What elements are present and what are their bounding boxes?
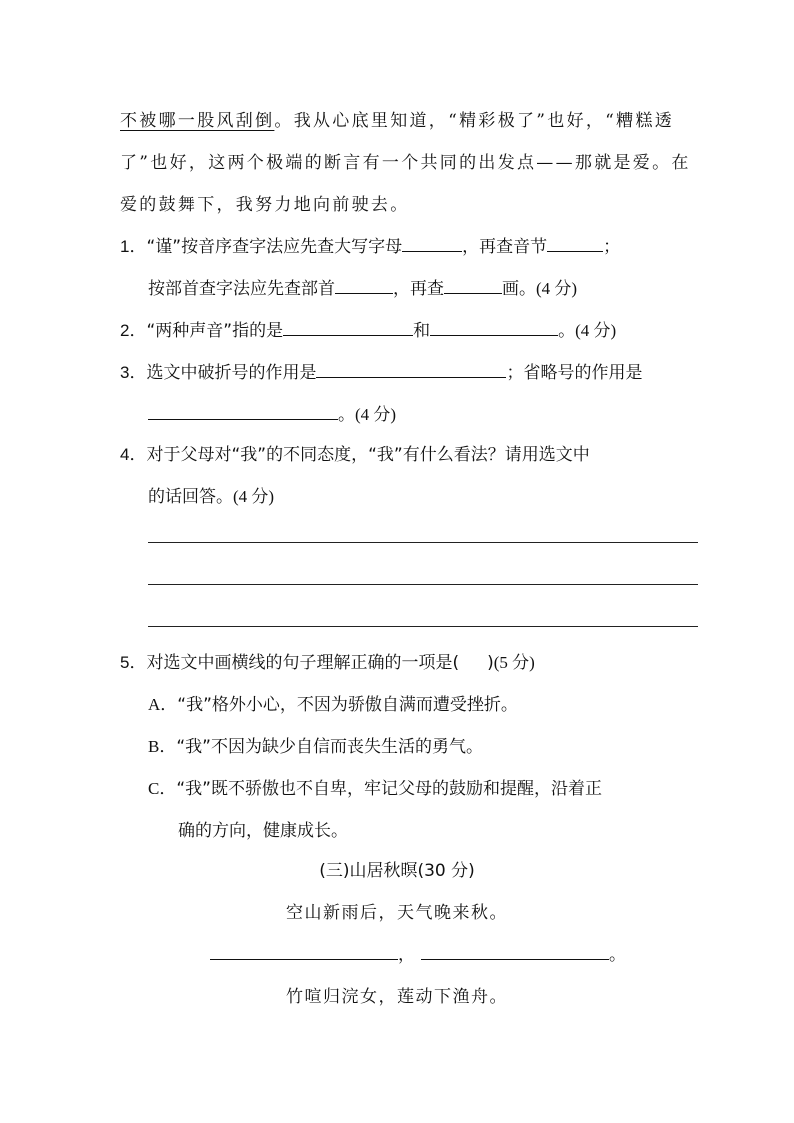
underlined-sentence: 不被哪一股风刮倒 [120,111,275,131]
question-5 [120,648,535,673]
question-text: “谨”按音序查字法应先查大写字母 [146,237,403,257]
question-4-line-2 [148,482,274,507]
score: (4 分) [233,487,275,506]
answer-line[interactable] [148,626,698,627]
punctuation: 。 [609,945,626,965]
score: (4 分) [355,405,397,424]
answer-blank[interactable] [210,943,398,960]
question-number: 2． [120,321,147,340]
option-label: C． [148,779,177,798]
question-text: 。 [558,321,576,341]
answer-blank[interactable] [421,943,609,960]
score: (5 分) [493,653,535,672]
question-text: ) [487,653,494,673]
score: (4 分) [575,321,617,340]
question-3-line-2 [148,400,396,425]
question-text: 画。 [502,279,536,299]
option-text: “我”格外小心，不因为骄傲自满而遭受挫折。 [177,695,518,715]
passage-line-1-rest: 。我从心底里知道，“精彩极了”也好，“糟糕透 [274,111,675,131]
answer-blank[interactable] [444,277,502,294]
question-text: 和 [413,321,431,341]
answer-line[interactable] [148,584,698,585]
answer-blank[interactable] [148,403,338,420]
answer-blank[interactable] [335,277,393,294]
question-number: 3． [120,363,147,382]
option-b[interactable] [148,732,483,757]
question-text: 。 [338,405,355,425]
poem-blank-line [210,940,626,965]
answer-blank[interactable] [430,319,558,336]
passage-line-1 [120,106,674,131]
poem-line-1: 空山新雨后，天气晚来秋。 [286,903,508,923]
question-text: 选文中破折号的作用是 [146,363,317,383]
question-text: ； [603,237,621,257]
question-text: “两种声音”指的是 [146,321,284,341]
answer-line[interactable] [148,542,698,543]
option-text: “我”不因为缺少自信而丧失生活的勇气。 [176,737,483,757]
question-text: 按部首查字法应先查部首 [148,279,335,299]
question-text: 的话回答。 [148,487,233,507]
option-text: “我”既不骄傲也不自卑，牢记父母的鼓励和提醒，沿着正 [176,779,602,799]
question-1 [120,232,620,257]
question-number: 1． [120,237,147,256]
question-text: 对选文中画横线的句子理解正确的一项是( [146,653,460,673]
question-number: 4． [120,445,147,464]
answer-blank[interactable] [547,235,603,252]
answer-blank[interactable] [402,235,462,252]
question-text: ，再查音节 [462,237,548,257]
question-1-line-2 [148,274,577,299]
passage-line-2: 了”也好，这两个极端的断言有一个共同的出发点——那就是爱。在 [120,153,691,173]
option-a[interactable] [148,690,518,715]
poem-title: (三)山居秋暝(30 分) [319,861,475,881]
passage-line-3: 爱的鼓舞下，我努力地向前驶去。 [120,195,410,215]
option-label: A． [148,695,178,714]
question-text: ；省略号的作用是 [506,363,643,383]
question-2 [120,316,616,341]
score: (4 分) [536,279,578,298]
option-c-line-2: 确的方向，健康成长。 [178,821,348,841]
question-3 [120,358,642,383]
answer-blank[interactable] [283,319,413,336]
answer-blank[interactable] [316,361,506,378]
question-text: 对于父母对“我”的不同态度，“我”有什么看法？请用选文中 [146,445,590,465]
poem-line-3: 竹喧归浣女，莲动下渔舟。 [286,987,508,1007]
option-c[interactable] [148,774,602,799]
question-text: ，再查 [393,279,444,299]
question-4 [120,440,590,465]
punctuation: ， [398,945,415,965]
question-number: 5． [120,653,147,672]
option-label: B． [148,737,177,756]
